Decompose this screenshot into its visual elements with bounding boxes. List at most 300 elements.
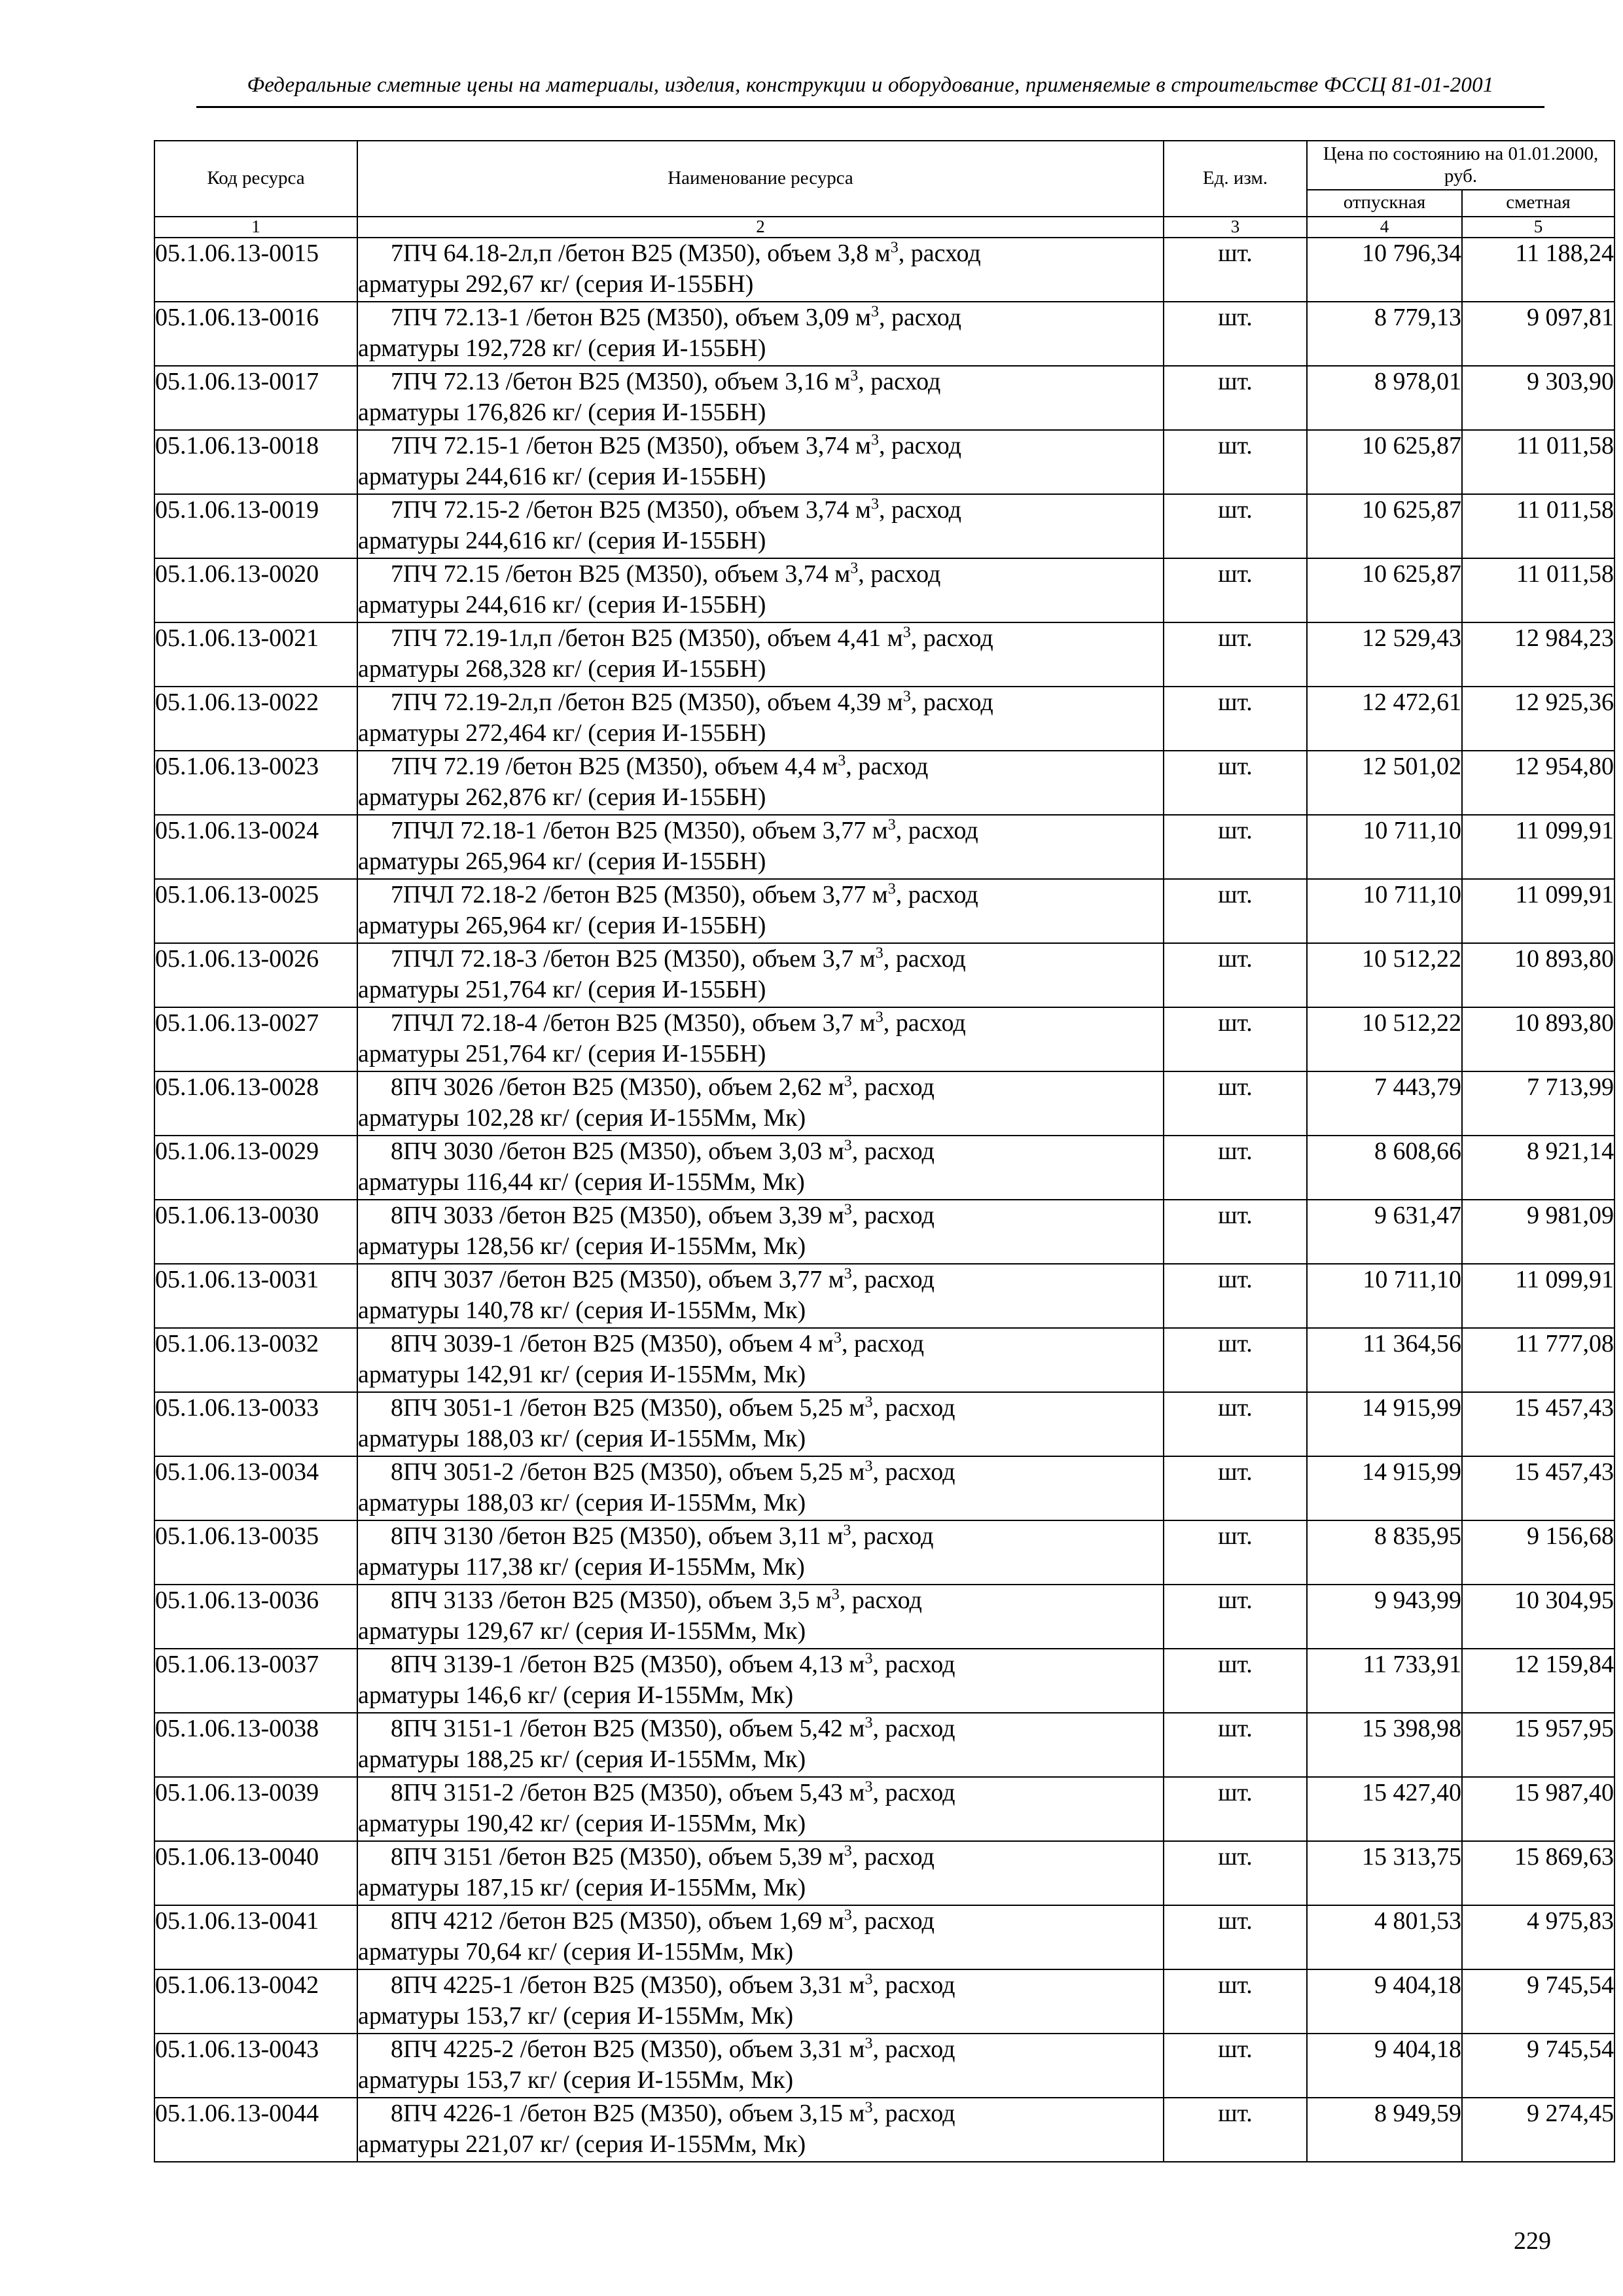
resource-name bbox=[357, 1777, 1164, 1841]
estimate-price: 9 981,09 bbox=[1462, 1200, 1614, 1264]
resource-name-main: 7ПЧЛ 72.18-3 /бетон В25 (М350), объем 3,7 м bbox=[391, 945, 876, 973]
unit-of-measure: шт. bbox=[1164, 1585, 1307, 1649]
resource-name-line-1 bbox=[358, 1521, 1163, 1552]
resource-code: 05.1.06.13-0035 bbox=[154, 1520, 357, 1585]
estimate-price: 10 893,80 bbox=[1462, 943, 1614, 1007]
resource-name-main: 8ПЧ 3139-1 /бетон В25 (М350), объем 4,13 м bbox=[391, 1651, 865, 1678]
resource-name-tail: , расход bbox=[841, 1330, 924, 1357]
unit-superscript: 3 bbox=[870, 495, 879, 513]
resource-code: 05.1.06.13-0015 bbox=[154, 238, 357, 302]
unit-superscript: 3 bbox=[865, 1778, 873, 1796]
release-price: 15 427,40 bbox=[1307, 1777, 1462, 1841]
unit-of-measure: шт. bbox=[1164, 1328, 1307, 1392]
estimate-price: 11 011,58 bbox=[1462, 430, 1614, 494]
unit-of-measure: шт. bbox=[1164, 687, 1307, 751]
resource-name bbox=[357, 1200, 1164, 1264]
unit-superscript: 3 bbox=[887, 880, 896, 898]
resource-name bbox=[357, 1649, 1164, 1713]
resource-code: 05.1.06.13-0043 bbox=[154, 2034, 357, 2098]
table-row bbox=[154, 1071, 1614, 1136]
resource-name-tail: , расход bbox=[851, 1202, 935, 1229]
resource-name-main: 8ПЧ 3130 /бетон В25 (М350), объем 3,11 м bbox=[391, 1522, 844, 1550]
resource-name-main: 7ПЧ 72.15-1 /бетон В25 (М350), объем 3,74 м bbox=[391, 432, 871, 459]
resource-name-line-1 bbox=[358, 495, 1163, 526]
estimate-price: 12 984,23 bbox=[1462, 622, 1614, 687]
unit-of-measure: шт. bbox=[1164, 1007, 1307, 1071]
resource-code: 05.1.06.13-0027 bbox=[154, 1007, 357, 1071]
release-price: 15 313,75 bbox=[1307, 1841, 1462, 1905]
unit-of-measure: шт. bbox=[1164, 1264, 1307, 1328]
resource-name bbox=[357, 1456, 1164, 1520]
release-price: 8 835,95 bbox=[1307, 1520, 1462, 1585]
estimate-price: 7 713,99 bbox=[1462, 1071, 1614, 1136]
resource-name bbox=[357, 1969, 1164, 2034]
release-price: 10 796,34 bbox=[1307, 238, 1462, 302]
unit-of-measure: шт. bbox=[1164, 1136, 1307, 1200]
resource-name-line-2: арматуры 140,78 кг/ (серия И-155Мм, Мк) bbox=[358, 1297, 806, 1324]
resource-name-tail: , расход bbox=[872, 1715, 955, 1742]
resource-name bbox=[357, 494, 1164, 558]
table-row bbox=[154, 1585, 1614, 1649]
resource-code: 05.1.06.13-0033 bbox=[154, 1392, 357, 1456]
estimate-price: 15 987,40 bbox=[1462, 1777, 1614, 1841]
release-price: 14 915,99 bbox=[1307, 1456, 1462, 1520]
resource-name-tail: , расход bbox=[872, 2036, 955, 2063]
release-price: 10 512,22 bbox=[1307, 943, 1462, 1007]
unit-superscript: 3 bbox=[875, 1009, 883, 1026]
resource-code: 05.1.06.13-0025 bbox=[154, 879, 357, 943]
estimate-price: 10 304,95 bbox=[1462, 1585, 1614, 1649]
resource-name bbox=[357, 430, 1164, 494]
resource-name-line-1 bbox=[358, 1200, 1163, 1231]
resource-code: 05.1.06.13-0022 bbox=[154, 687, 357, 751]
resource-name-line-1 bbox=[358, 431, 1163, 461]
resource-name-line-2: арматуры 292,67 кг/ (серия И-155БН) bbox=[358, 270, 754, 298]
release-price: 8 608,66 bbox=[1307, 1136, 1462, 1200]
resource-name-tail: , расход bbox=[872, 1971, 955, 1999]
table-row bbox=[154, 751, 1614, 815]
resource-name-line-2: арматуры 153,7 кг/ (серия И-155Мм, Мк) bbox=[358, 2066, 794, 2094]
resource-code: 05.1.06.13-0039 bbox=[154, 1777, 357, 1841]
resource-code: 05.1.06.13-0032 bbox=[154, 1328, 357, 1392]
page-number: 229 bbox=[1514, 2227, 1551, 2255]
unit-superscript: 3 bbox=[887, 816, 896, 834]
resource-name-line-1 bbox=[358, 1713, 1163, 1744]
resource-name-main: 8ПЧ 4226-1 /бетон В25 (М350), объем 3,15 м bbox=[391, 2100, 865, 2127]
column-number-3: 3 bbox=[1164, 217, 1307, 238]
column-number-2: 2 bbox=[357, 217, 1164, 238]
resource-name-main: 7ПЧ 72.19-1л,п /бетон В25 (М350), объем 4,41 м bbox=[391, 624, 903, 652]
resource-name-line-2: арматуры 190,42 кг/ (серия И-155Мм, Мк) bbox=[358, 1810, 806, 1837]
resource-name-line-1 bbox=[358, 1842, 1163, 1873]
unit-of-measure: шт. bbox=[1164, 494, 1307, 558]
table-row bbox=[154, 1841, 1614, 1905]
release-price: 8 779,13 bbox=[1307, 302, 1462, 366]
table-row bbox=[154, 1777, 1614, 1841]
resource-name-line-2: арматуры 188,03 кг/ (серия И-155Мм, Мк) bbox=[358, 1489, 806, 1516]
resource-name-tail: , расход bbox=[872, 1779, 955, 1806]
resource-name bbox=[357, 366, 1164, 430]
resource-name-tail: , расход bbox=[898, 240, 981, 267]
resource-name-line-1 bbox=[358, 623, 1163, 654]
resource-name-tail: , расход bbox=[851, 1073, 935, 1101]
resource-name-line-1 bbox=[358, 1265, 1163, 1295]
resource-name-tail: , расход bbox=[878, 432, 961, 459]
table-row bbox=[154, 1713, 1614, 1777]
resource-code: 05.1.06.13-0024 bbox=[154, 815, 357, 879]
resource-code: 05.1.06.13-0019 bbox=[154, 494, 357, 558]
resource-name-line-2: арматуры 142,91 кг/ (серия И-155Мм, Мк) bbox=[358, 1361, 806, 1388]
resource-name-line-2: арматуры 244,616 кг/ (серия И-155БН) bbox=[358, 463, 766, 490]
resource-name-main: 7ПЧЛ 72.18-1 /бетон В25 (М350), объем 3,77 м bbox=[391, 817, 888, 844]
resource-name-line-2: арматуры 176,826 кг/ (серия И-155БН) bbox=[358, 399, 766, 426]
unit-of-measure: шт. bbox=[1164, 2034, 1307, 2098]
unit-superscript: 3 bbox=[865, 1714, 873, 1732]
resource-name-tail: , расход bbox=[878, 304, 961, 331]
resource-name-line-1 bbox=[358, 687, 1163, 718]
resource-name-tail: , расход bbox=[910, 624, 993, 652]
unit-of-measure: шт. bbox=[1164, 815, 1307, 879]
resource-code: 05.1.06.13-0041 bbox=[154, 1905, 357, 1969]
release-price: 10 625,87 bbox=[1307, 558, 1462, 622]
resource-name-line-1 bbox=[358, 1906, 1163, 1937]
resource-name-line-1 bbox=[358, 1329, 1163, 1359]
resource-name-line-2: арматуры 251,764 кг/ (серия И-155БН) bbox=[358, 1040, 766, 1067]
release-price: 11 364,56 bbox=[1307, 1328, 1462, 1392]
resource-code: 05.1.06.13-0021 bbox=[154, 622, 357, 687]
resource-name bbox=[357, 1136, 1164, 1200]
resource-name-tail: , расход bbox=[883, 1009, 966, 1037]
release-price: 10 625,87 bbox=[1307, 494, 1462, 558]
unit-of-measure: шт. bbox=[1164, 879, 1307, 943]
resource-name-tail: , расход bbox=[872, 1394, 955, 1422]
estimate-price: 11 099,91 bbox=[1462, 1264, 1614, 1328]
resource-code: 05.1.06.13-0044 bbox=[154, 2098, 357, 2162]
resource-name-line-1 bbox=[358, 1778, 1163, 1808]
resource-code: 05.1.06.13-0031 bbox=[154, 1264, 357, 1328]
release-price: 9 943,99 bbox=[1307, 1585, 1462, 1649]
unit-superscript: 3 bbox=[870, 303, 879, 321]
resource-code: 05.1.06.13-0026 bbox=[154, 943, 357, 1007]
table-row bbox=[154, 1328, 1614, 1392]
column-header-release: отпускная bbox=[1307, 190, 1462, 217]
resource-name-main: 7ПЧ 72.19-2л,п /бетон В25 (М350), объем 4,39 м bbox=[391, 689, 903, 716]
unit-of-measure: шт. bbox=[1164, 943, 1307, 1007]
resource-name-tail: , расход bbox=[910, 689, 993, 716]
unit-superscript: 3 bbox=[844, 1201, 852, 1219]
resource-code: 05.1.06.13-0029 bbox=[154, 1136, 357, 1200]
release-price: 12 501,02 bbox=[1307, 751, 1462, 815]
resource-name-tail: , расход bbox=[895, 817, 978, 844]
resource-name-main: 8ПЧ 3037 /бетон В25 (М350), объем 3,77 м bbox=[391, 1266, 844, 1293]
release-price: 8 949,59 bbox=[1307, 2098, 1462, 2162]
column-number-4: 4 bbox=[1307, 217, 1462, 238]
estimate-price: 9 745,54 bbox=[1462, 1969, 1614, 2034]
resource-name-line-1 bbox=[358, 816, 1163, 846]
resource-code: 05.1.06.13-0028 bbox=[154, 1071, 357, 1136]
resource-code: 05.1.06.13-0017 bbox=[154, 366, 357, 430]
resource-name-tail: , расход bbox=[883, 945, 966, 973]
column-header-name: Наименование ресурса bbox=[357, 141, 1164, 217]
column-header-estimate: сметная bbox=[1462, 190, 1614, 217]
resource-name-tail: , расход bbox=[851, 1907, 935, 1935]
resource-code: 05.1.06.13-0030 bbox=[154, 1200, 357, 1264]
column-number-5: 5 bbox=[1462, 217, 1614, 238]
header-rule bbox=[196, 106, 1544, 108]
unit-superscript: 3 bbox=[833, 1329, 842, 1347]
resource-name bbox=[357, 1071, 1164, 1136]
resource-name-main: 7ПЧ 72.13 /бетон В25 (М350), объем 3,16 м bbox=[391, 368, 851, 395]
resource-name bbox=[357, 1585, 1164, 1649]
resource-name-line-2: арматуры 188,03 кг/ (серия И-155Мм, Мк) bbox=[358, 1425, 806, 1452]
unit-of-measure: шт. bbox=[1164, 1071, 1307, 1136]
resource-name-line-1 bbox=[358, 1585, 1163, 1616]
resource-name-line-2: арматуры 272,464 кг/ (серия И-155БН) bbox=[358, 719, 766, 747]
resource-name-line-2: арматуры 70,64 кг/ (серия И-155Мм, Мк) bbox=[358, 1938, 794, 1965]
estimate-price: 11 011,58 bbox=[1462, 558, 1614, 622]
unit-of-measure: шт. bbox=[1164, 1841, 1307, 1905]
unit-of-measure: шт. bbox=[1164, 1200, 1307, 1264]
unit-of-measure: шт. bbox=[1164, 622, 1307, 687]
resource-name-line-1 bbox=[358, 238, 1163, 269]
table-row bbox=[154, 558, 1614, 622]
unit-superscript: 3 bbox=[838, 752, 846, 770]
resource-name-main: 7ПЧЛ 72.18-4 /бетон В25 (М350), объем 3,7 м bbox=[391, 1009, 876, 1037]
release-price: 8 978,01 bbox=[1307, 366, 1462, 430]
estimate-price: 11 777,08 bbox=[1462, 1328, 1614, 1392]
unit-of-measure: шт. bbox=[1164, 1456, 1307, 1520]
resource-name-line-1 bbox=[358, 1136, 1163, 1167]
resource-name bbox=[357, 751, 1164, 815]
estimate-price: 11 099,91 bbox=[1462, 879, 1614, 943]
resource-name-line-1 bbox=[358, 1649, 1163, 1680]
estimate-price: 12 954,80 bbox=[1462, 751, 1614, 815]
unit-superscript: 3 bbox=[865, 1650, 873, 1668]
resource-name bbox=[357, 558, 1164, 622]
resource-name-line-2: арматуры 265,964 кг/ (серия И-155БН) bbox=[358, 912, 766, 939]
resource-name-tail: , расход bbox=[846, 753, 929, 780]
release-price: 9 631,47 bbox=[1307, 1200, 1462, 1264]
unit-superscript: 3 bbox=[843, 1522, 851, 1539]
table-row bbox=[154, 1649, 1614, 1713]
estimate-price: 15 869,63 bbox=[1462, 1841, 1614, 1905]
estimate-price: 15 457,43 bbox=[1462, 1456, 1614, 1520]
resource-name-main: 7ПЧЛ 72.18-2 /бетон В25 (М350), объем 3,77 м bbox=[391, 881, 888, 908]
resource-name-main: 7ПЧ 72.13-1 /бетон В25 (М350), объем 3,09 м bbox=[391, 304, 871, 331]
resource-code: 05.1.06.13-0018 bbox=[154, 430, 357, 494]
unit-superscript: 3 bbox=[902, 624, 911, 641]
resource-name bbox=[357, 943, 1164, 1007]
resource-name bbox=[357, 1905, 1164, 1969]
resource-name bbox=[357, 2098, 1164, 2162]
resource-name bbox=[357, 302, 1164, 366]
unit-of-measure: шт. bbox=[1164, 238, 1307, 302]
column-header-unit: Ед. изм. bbox=[1164, 141, 1307, 217]
resource-code: 05.1.06.13-0016 bbox=[154, 302, 357, 366]
release-price: 10 711,10 bbox=[1307, 879, 1462, 943]
table-row bbox=[154, 1969, 1614, 2034]
estimate-price: 4 975,83 bbox=[1462, 1905, 1614, 1969]
table-row bbox=[154, 1136, 1614, 1200]
estimate-price: 9 097,81 bbox=[1462, 302, 1614, 366]
table-row bbox=[154, 366, 1614, 430]
resource-name-main: 8ПЧ 3039-1 /бетон В25 (М350), объем 4 м bbox=[391, 1330, 834, 1357]
estimate-price: 12 925,36 bbox=[1462, 687, 1614, 751]
release-price: 10 711,10 bbox=[1307, 815, 1462, 879]
resource-name-line-2: арматуры 188,25 кг/ (серия И-155Мм, Мк) bbox=[358, 1746, 806, 1773]
resource-name-line-1 bbox=[358, 1970, 1163, 2001]
estimate-price: 11 099,91 bbox=[1462, 815, 1614, 879]
unit-superscript: 3 bbox=[870, 431, 879, 449]
unit-of-measure: шт. bbox=[1164, 1649, 1307, 1713]
release-price: 12 529,43 bbox=[1307, 622, 1462, 687]
resource-name-line-1 bbox=[358, 367, 1163, 397]
table-row bbox=[154, 2034, 1614, 2098]
resource-name-line-2: арматуры 128,56 кг/ (серия И-155Мм, Мк) bbox=[358, 1232, 806, 1260]
release-price: 10 512,22 bbox=[1307, 1007, 1462, 1071]
estimate-price: 9 303,90 bbox=[1462, 366, 1614, 430]
unit-superscript: 3 bbox=[865, 1458, 873, 1475]
resource-name-main: 8ПЧ 3151-1 /бетон В25 (М350), объем 5,42 м bbox=[391, 1715, 865, 1742]
table-row bbox=[154, 1007, 1614, 1071]
table-row bbox=[154, 1392, 1614, 1456]
resource-name-line-2: арматуры 268,328 кг/ (серия И-155БН) bbox=[358, 655, 766, 683]
resource-name-tail: , расход bbox=[872, 1651, 955, 1678]
unit-of-measure: шт. bbox=[1164, 1520, 1307, 1585]
table-row bbox=[154, 1200, 1614, 1264]
unit-of-measure: шт. bbox=[1164, 2098, 1307, 2162]
unit-of-measure: шт. bbox=[1164, 1905, 1307, 1969]
release-price: 7 443,79 bbox=[1307, 1071, 1462, 1136]
unit-superscript: 3 bbox=[844, 1265, 852, 1283]
release-price: 10 711,10 bbox=[1307, 1264, 1462, 1328]
estimate-price: 11 188,24 bbox=[1462, 238, 1614, 302]
unit-of-measure: шт. bbox=[1164, 1713, 1307, 1777]
resource-name-tail: , расход bbox=[851, 1522, 934, 1550]
resource-name-line-1 bbox=[358, 880, 1163, 910]
unit-of-measure: шт. bbox=[1164, 1777, 1307, 1841]
unit-superscript: 3 bbox=[844, 1907, 852, 1924]
resource-code: 05.1.06.13-0040 bbox=[154, 1841, 357, 1905]
resource-name-line-2: арматуры 102,28 кг/ (серия И-155Мм, Мк) bbox=[358, 1104, 806, 1132]
unit-of-measure: шт. bbox=[1164, 366, 1307, 430]
resource-name-line-2: арматуры 244,616 кг/ (серия И-155БН) bbox=[358, 591, 766, 619]
resource-code: 05.1.06.13-0023 bbox=[154, 751, 357, 815]
unit-superscript: 3 bbox=[865, 1971, 873, 1988]
table-row bbox=[154, 879, 1614, 943]
release-price: 4 801,53 bbox=[1307, 1905, 1462, 1969]
resource-name-main: 8ПЧ 3133 /бетон В25 (М350), объем 3,5 м bbox=[391, 1587, 832, 1614]
table-row bbox=[154, 430, 1614, 494]
resource-name-line-1 bbox=[358, 2098, 1163, 2129]
resource-name-tail: , расход bbox=[872, 1458, 955, 1486]
unit-superscript: 3 bbox=[865, 2035, 873, 2053]
resource-code: 05.1.06.13-0036 bbox=[154, 1585, 357, 1649]
unit-superscript: 3 bbox=[875, 944, 883, 962]
resource-name-line-2: арматуры 244,616 кг/ (серия И-155БН) bbox=[358, 527, 766, 554]
table-row bbox=[154, 494, 1614, 558]
running-header: Федеральные сметные цены на материалы, изделия, конструкции и оборудование, применяемые в строительстве ФССЦ 81-01-2001 bbox=[247, 73, 1494, 97]
table-row bbox=[154, 1520, 1614, 1585]
unit-superscript: 3 bbox=[890, 239, 899, 257]
release-price: 11 733,91 bbox=[1307, 1649, 1462, 1713]
resource-name-main: 8ПЧ 4225-2 /бетон В25 (М350), объем 3,31 м bbox=[391, 2036, 865, 2063]
release-price: 10 625,87 bbox=[1307, 430, 1462, 494]
unit-superscript: 3 bbox=[850, 367, 859, 385]
resource-name-main: 8ПЧ 3051-2 /бетон В25 (М350), объем 5,25 м bbox=[391, 1458, 865, 1486]
resource-name-line-1 bbox=[358, 302, 1163, 333]
unit-superscript: 3 bbox=[850, 560, 859, 577]
resource-name bbox=[357, 1841, 1164, 1905]
resource-name-tail: , расход bbox=[851, 1843, 935, 1871]
estimate-price: 15 457,43 bbox=[1462, 1392, 1614, 1456]
table-row bbox=[154, 943, 1614, 1007]
resource-name-tail: , расход bbox=[872, 2100, 955, 2127]
resource-name bbox=[357, 1520, 1164, 1585]
resource-name-line-2: арматуры 192,728 кг/ (серия И-155БН) bbox=[358, 334, 766, 362]
release-price: 9 404,18 bbox=[1307, 2034, 1462, 2098]
resource-name-main: 8ПЧ 3151 /бетон В25 (М350), объем 5,39 м bbox=[391, 1843, 844, 1871]
estimate-price: 12 159,84 bbox=[1462, 1649, 1614, 1713]
resource-name bbox=[357, 1713, 1164, 1777]
unit-superscript: 3 bbox=[902, 688, 911, 706]
resource-name-line-1 bbox=[358, 1393, 1163, 1424]
estimate-price: 8 921,14 bbox=[1462, 1136, 1614, 1200]
resource-name-line-2: арматуры 251,764 кг/ (серия И-155БН) bbox=[358, 976, 766, 1003]
resource-name-line-2: арматуры 262,876 кг/ (серия И-155БН) bbox=[358, 783, 766, 811]
column-number-1: 1 bbox=[154, 217, 357, 238]
resource-name-main: 8ПЧ 3030 /бетон В25 (М350), объем 3,03 м bbox=[391, 1138, 844, 1165]
resource-name bbox=[357, 687, 1164, 751]
unit-superscript: 3 bbox=[831, 1586, 840, 1604]
estimate-price: 15 957,95 bbox=[1462, 1713, 1614, 1777]
table-row bbox=[154, 1264, 1614, 1328]
resource-name-main: 8ПЧ 3033 /бетон В25 (М350), объем 3,39 м bbox=[391, 1202, 844, 1229]
estimate-price: 9 274,45 bbox=[1462, 2098, 1614, 2162]
resource-name-tail: , расход bbox=[839, 1587, 922, 1614]
table-row bbox=[154, 687, 1614, 751]
resource-name-line-2: арматуры 265,964 кг/ (серия И-155БН) bbox=[358, 848, 766, 875]
unit-superscript: 3 bbox=[844, 1842, 852, 1860]
column-header-code: Код ресурса bbox=[154, 141, 357, 217]
resource-code: 05.1.06.13-0034 bbox=[154, 1456, 357, 1520]
release-price: 15 398,98 bbox=[1307, 1713, 1462, 1777]
resource-name-tail: , расход bbox=[858, 368, 941, 395]
resource-name-main: 8ПЧ 3051-1 /бетон В25 (М350), объем 5,25 м bbox=[391, 1394, 865, 1422]
resource-name-tail: , расход bbox=[851, 1266, 935, 1293]
table-row bbox=[154, 238, 1614, 302]
resource-name bbox=[357, 1392, 1164, 1456]
resource-name-line-1 bbox=[358, 751, 1163, 782]
resource-name bbox=[357, 1328, 1164, 1392]
resource-name-line-1 bbox=[358, 559, 1163, 590]
resource-name-line-2: арматуры 221,07 кг/ (серия И-155Мм, Мк) bbox=[358, 2130, 806, 2158]
table-row bbox=[154, 622, 1614, 687]
column-header-price-group: Цена по состоянию на 01.01.2000, руб. bbox=[1307, 141, 1614, 190]
resource-name-main: 7ПЧ 72.15 /бетон В25 (М350), объем 3,74 м bbox=[391, 560, 851, 588]
release-price: 9 404,18 bbox=[1307, 1969, 1462, 2034]
resource-name-tail: , расход bbox=[851, 1138, 935, 1165]
unit-superscript: 3 bbox=[865, 1393, 873, 1411]
resource-name-main: 8ПЧ 4212 /бетон В25 (М350), объем 1,69 м bbox=[391, 1907, 844, 1935]
resource-name-line-2: арматуры 153,7 кг/ (серия И-155Мм, Мк) bbox=[358, 2002, 794, 2030]
resource-name-line-1 bbox=[358, 1008, 1163, 1039]
resource-name-tail: , расход bbox=[858, 560, 941, 588]
estimate-price: 9 745,54 bbox=[1462, 2034, 1614, 2098]
resource-name-tail: , расход bbox=[878, 496, 961, 524]
unit-of-measure: шт. bbox=[1164, 558, 1307, 622]
estimate-price: 10 893,80 bbox=[1462, 1007, 1614, 1071]
